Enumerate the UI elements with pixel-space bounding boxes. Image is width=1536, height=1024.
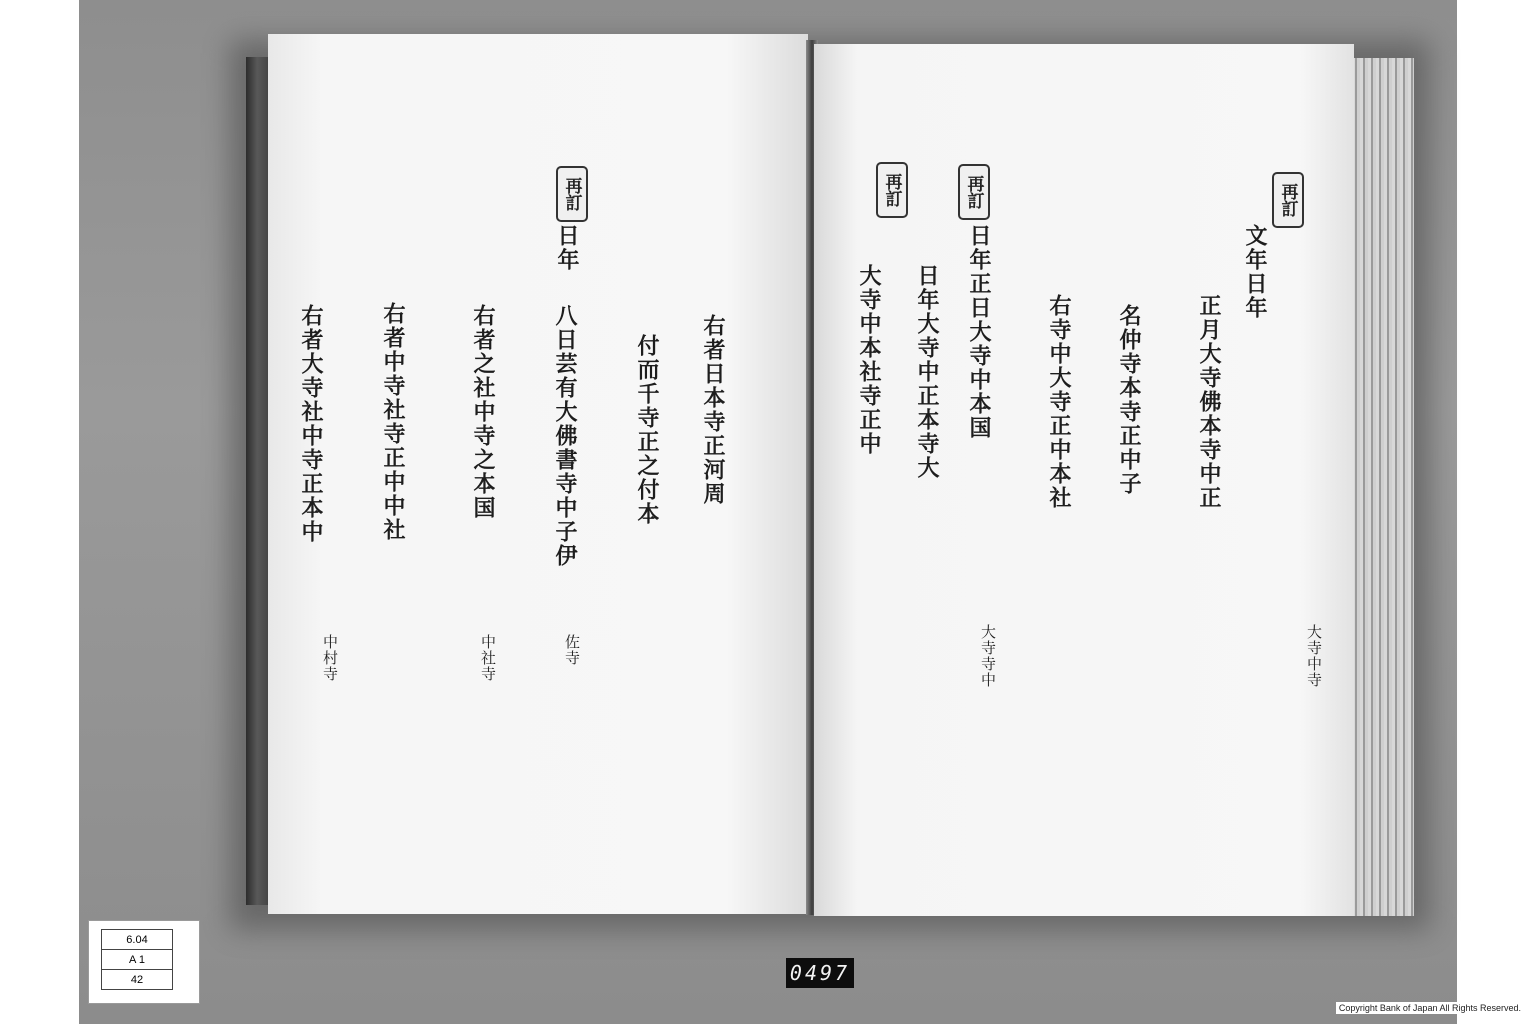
archive-label-card (88, 920, 200, 1004)
copyright-notice: Copyright Bank of Japan All Rights Reserved. (1336, 1002, 1524, 1014)
right-page-column: 日年正日大寺中本国 (966, 224, 992, 440)
left-page-column: 右者大寺社中寺正本中 (298, 304, 324, 544)
right-page-signature: 大寺中寺 (1305, 624, 1323, 688)
left-page-column: 付而千寺正之付本 (634, 334, 660, 526)
left-page-column: 八日芸有大佛書寺中子伊 (552, 304, 578, 568)
archive-label-table (101, 929, 173, 990)
right-page-signature: 大寺寺中 (979, 624, 997, 688)
left-page-signature: 中社寺 (479, 634, 497, 682)
right-page-stamp: 再訂 (1272, 172, 1304, 228)
left-page-signature: 佐寺 (563, 634, 581, 666)
right-page-column: 大寺中本社寺正中 (856, 264, 882, 456)
left-page-column: 右者中寺社寺正中中社 (380, 302, 406, 542)
left-page-column: 日年 (554, 224, 580, 272)
right-page-stamp: 再訂 (958, 164, 990, 220)
left-page-column: 右者日本寺正河周 (700, 314, 726, 506)
left-page-column: 右者之社中寺之本国 (470, 304, 496, 520)
right-page-column: 文年日年 (1242, 224, 1268, 320)
archive-label-row: A 1 (102, 950, 173, 970)
right-page-column: 名仲寺本寺正中子 (1116, 304, 1142, 496)
right-page-column: 右寺中大寺正中本社 (1046, 294, 1072, 510)
left-page (268, 34, 808, 914)
right-page-stamp: 再訂 (876, 162, 908, 218)
archive-label-row: 6.04 (102, 930, 173, 950)
left-page-stamp: 再訂 (556, 166, 588, 222)
right-page-column: 日年大寺中正本寺大 (914, 264, 940, 480)
right-page-column: 正月大寺佛本寺中正 (1196, 294, 1222, 510)
left-page-signature: 中村寺 (321, 634, 339, 682)
right-page (814, 44, 1354, 916)
archive-label-row: 42 (102, 970, 173, 990)
frame-counter: 0497 (786, 958, 854, 988)
book-page-stack (1352, 58, 1414, 916)
